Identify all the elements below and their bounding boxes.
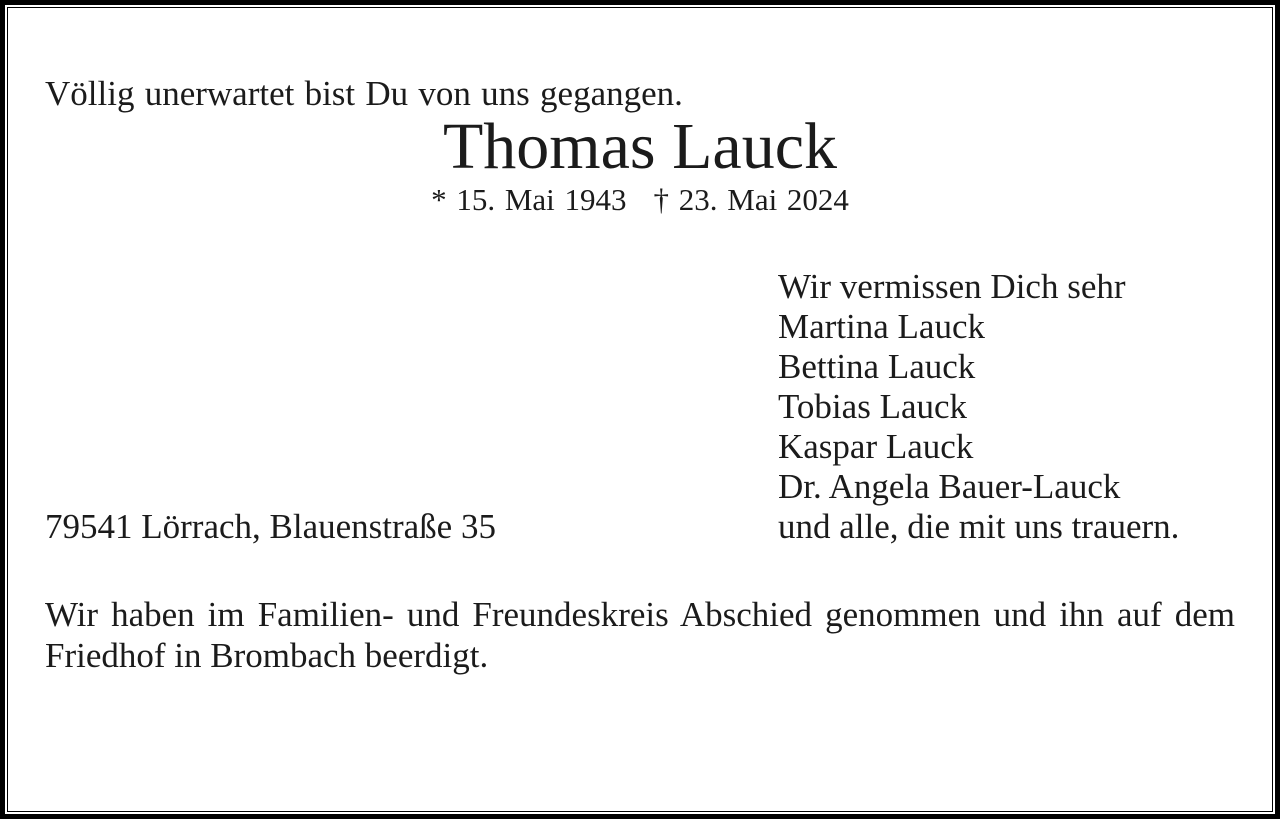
mourner-name: Kaspar Lauck [778,427,974,466]
mourners-block [778,267,1235,547]
farewell-line-1: Wir haben im Familien- und Freundeskreis Abschied genommen und ihn auf dem [45,595,1235,634]
mourner-name: Martina Lauck [778,307,985,346]
deceased-name: Thomas Lauck [442,110,838,183]
mourner-name: Tobias Lauck [778,387,968,426]
address-line: 79541 Lörrach, Blauenstraße 35 [45,507,496,546]
birth-date: * 15. Mai 1943 [431,182,627,217]
mourner-name: Bettina Lauck [778,347,976,386]
opening-line: Völlig unerwartet bist Du von uns gegangen. [45,74,683,113]
address-mourners-row [45,267,1235,547]
death-date: † 23. Mai 2024 [653,182,849,217]
life-dates [45,180,1235,220]
inner-frame [7,7,1273,812]
sentiment-line: Wir vermissen Dich sehr [778,267,1126,306]
farewell-line-2: Friedhof in Brombach beerdigt. [45,636,489,675]
mourner-name: Dr. Angela Bauer-Lauck [778,467,1121,506]
mourners-closing-line: und alle, die mit uns trauern. [778,507,1180,546]
